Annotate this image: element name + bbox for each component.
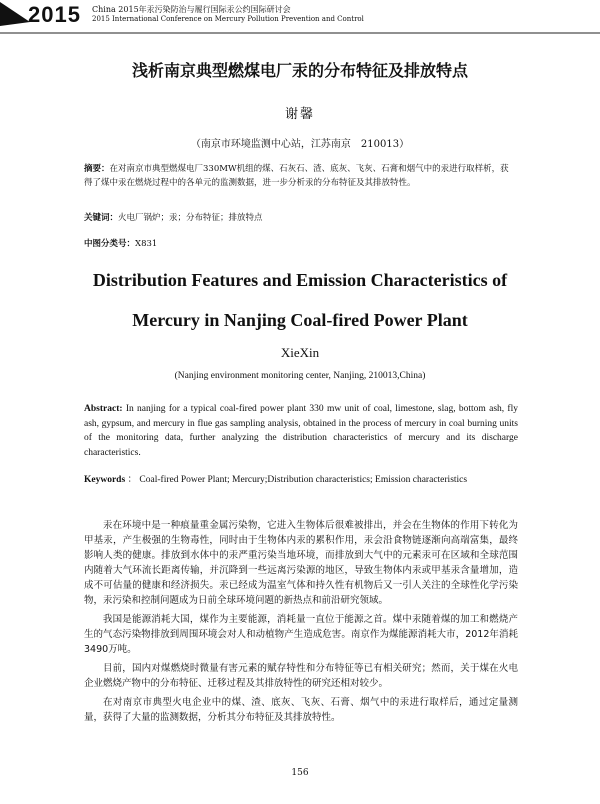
body-paragraph: 我国是能源消耗大国，煤作为主要能源，消耗量一直位于能源之首。煤中汞随着煤的加工和燃烧产生的气态污染物排放到周围环境会对人和动植物产生造成危害。南京作为煤能源消耗大市，2012年消耗3490万吨。: [84, 614, 518, 655]
abstract-cn-label: 摘要：: [84, 164, 110, 174]
body-text: [84, 518, 518, 729]
affiliation-cn: （南京市环境监测中心站，江苏南京 210013）: [190, 139, 410, 150]
conference-header: [0, 0, 600, 36]
paper-title-cn: 浅析南京典型燃煤电厂汞的分布特征及排放特点: [131, 61, 468, 80]
affiliation-en: (Nanjing environment monitoring center, Nanjing, 210013,China): [174, 371, 426, 381]
paper-title-en-line1: Distribution Features and Emission Characteristics of: [92, 270, 508, 290]
author-name-en: XieXin: [280, 345, 320, 360]
keywords-cn-text: 火电厂锅炉；汞；分布特征；排放特点: [118, 213, 263, 223]
body-paragraph: 目前，国内对煤燃烧时微量有害元素的赋存特性和分布特征等已有相关研究；然而，关于煤在火电企业燃烧产物中的分布特征、迁移过程及其排放特性的研究还相对较少。: [84, 663, 518, 689]
keywords-en-text: ： Coal-fired Power Plant; Mercury;Distribution characteristics; Emission characteristics: [125, 475, 468, 485]
header-conference-cn: China 2015年汞污染防治与履行国际汞公约国际研讨会: [92, 5, 291, 14]
author-name-cn: 谢馨: [284, 107, 315, 122]
body-paragraph: 在对南京市典型火电企业中的煤、渣、底灰、飞灰、石膏、烟气中的汞进行取样后，通过定量测量，获得了大量的监测数据，分析其分布特征及其排放特性。: [84, 697, 518, 723]
abstract-cn-text: 在对南京市典型燃煤电厂330MW机组的煤、石灰石、渣、底灰、飞灰、石膏和烟气中的汞进行取样析，获得了煤中汞在燃烧过程中的各单元的监测数据，进一步分析汞的分布特征及其排放特性。: [84, 164, 509, 188]
body-paragraph: 汞在环境中是一种痕量重金属污染物，它进入生物体后很难被排出，并会在生物体的作用下转化为甲基汞，产生极强的生物毒性，同时由于生物体内汞的累积作用，汞会沿食物链逐渐向高端富集，最终影响人类的健康。排放到水体中的汞严重污染当地环境，而排放到大气中的元素汞可在区域和全球范围内随着大气环流长距离传输，并沉降到一些远离污染源的地区，导致生物体内汞或甲基汞含量增加，造成不可估量的健康和经济损失。汞已经成为温室气体和持久性有机物后又一引人关注的全球性化学污染物，汞污染和控制问题成为日前全球环境问题的新热点和前沿研究领域。: [84, 520, 518, 606]
clc-text: X831: [135, 239, 158, 249]
keywords-cn: [84, 211, 263, 225]
header-conference-en: 2015 International Conference on Mercury Pollution Prevention and Control: [92, 15, 364, 23]
clc-label: 中图分类号：: [84, 239, 136, 249]
classification-number: [84, 237, 157, 251]
header-year: 2015: [28, 2, 81, 27]
paper-title-en-line2: Mercury in Nanjing Coal-fired Power Plant: [132, 310, 468, 330]
abstract-en-label: Abstract:: [84, 404, 123, 414]
abstract-cn: [84, 162, 514, 190]
abstract-en: [84, 402, 518, 460]
page-number: 156: [291, 768, 309, 778]
keywords-en-label: Keywords: [84, 475, 126, 485]
keywords-cn-label: 关键词：: [84, 213, 119, 223]
abstract-en-text: In nanjing for a typical coal-fired power plant 330 mw unit of coal, limestone, slag, bottom ash, fly ash, gypsum, and mercury in flue gas sampling analysis, obtained in the process of mercury in coal burning units of the monitoring data, further analyzing the distribution characteristics of mercury and its discharge characteristics.: [84, 404, 518, 458]
header-arrow-shape: [0, 2, 30, 26]
keywords-en: [84, 473, 518, 488]
